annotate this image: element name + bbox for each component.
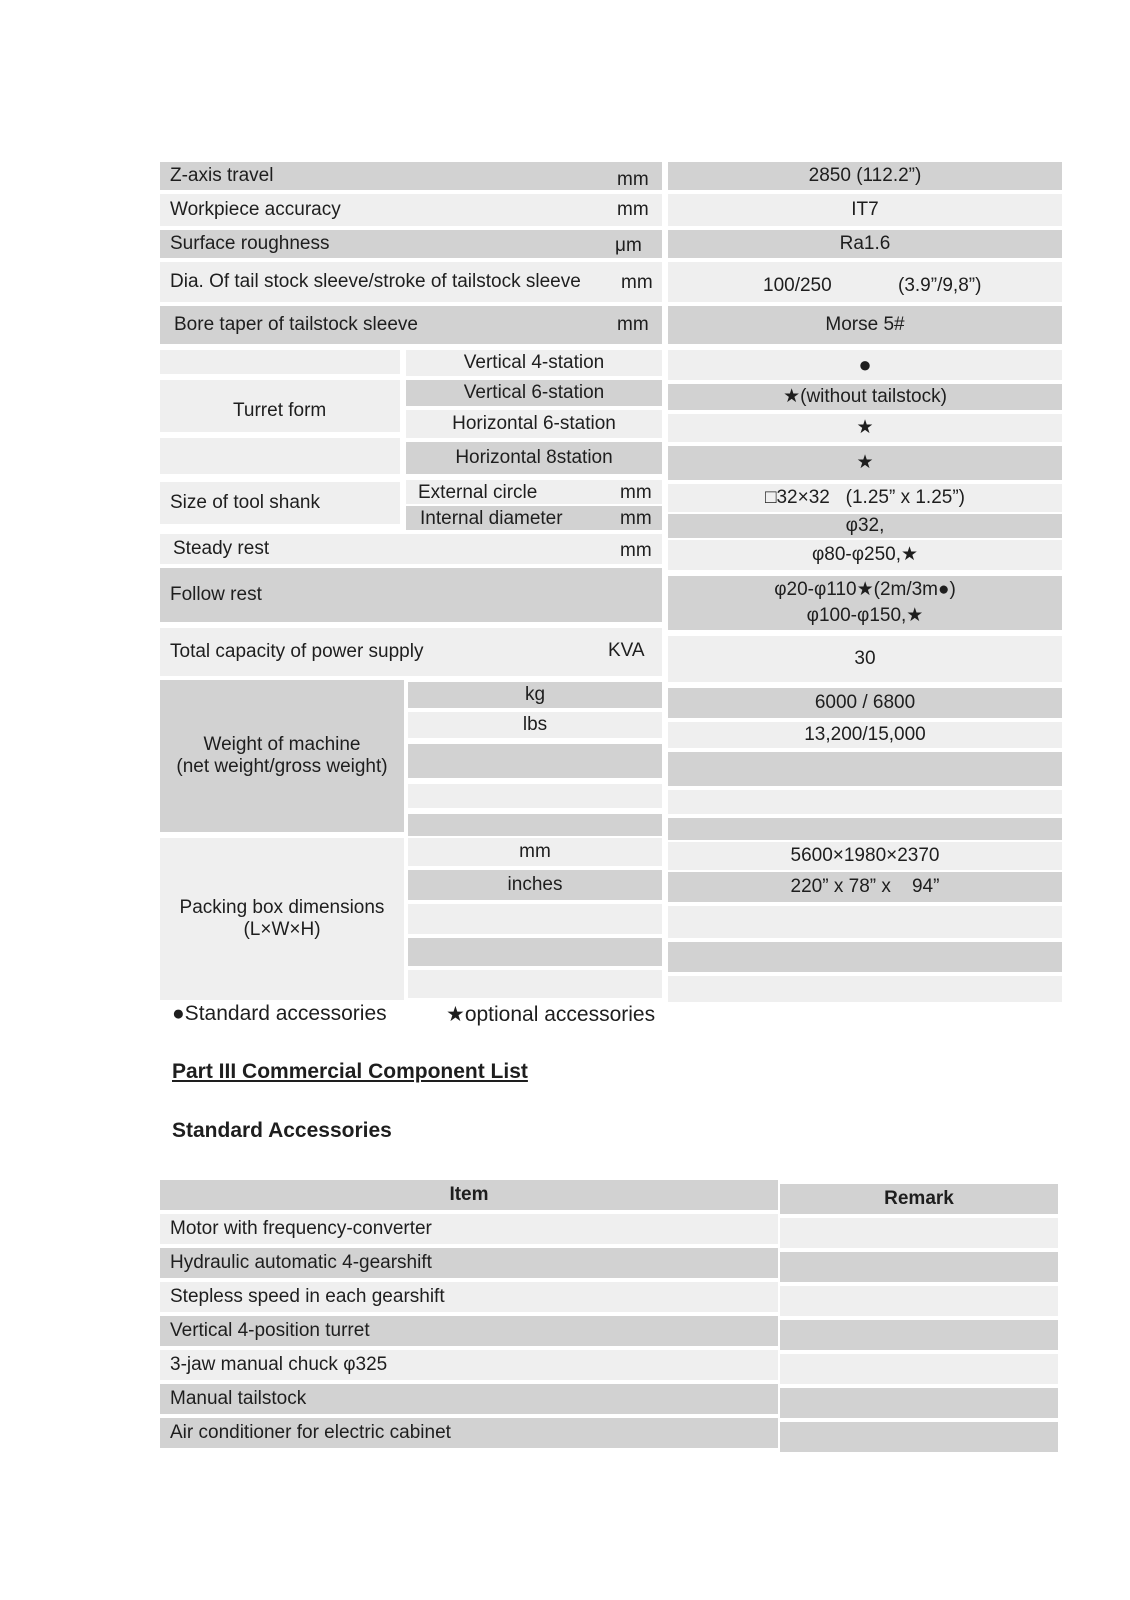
follow-rest-label-cell: [160, 568, 662, 622]
accessory-item: 3-jaw manual chuck φ325: [170, 1354, 388, 1376]
section-title: Part III Commercial Component List: [172, 1060, 528, 1083]
packing-value-in: 220” x 78” x 94”: [790, 876, 940, 898]
header-item-label: Item: [449, 1184, 489, 1206]
turret-value-2: [668, 414, 1062, 442]
tool-shank-int-value: φ32,: [845, 515, 885, 537]
packing-blank-2: [408, 938, 662, 966]
turret-option-3: [406, 442, 662, 474]
follow-rest-value-cell: [668, 576, 1062, 630]
weight-unit-kg: kg: [524, 684, 546, 706]
tailstock-label: Dia. Of tail stock sleeve/stroke of tailstock sleeve: [170, 271, 581, 293]
weight-unit-kg-cell: [408, 682, 662, 708]
weight-value-lbs: 13,200/15,000: [804, 724, 926, 746]
weight-value-kg: 6000 / 6800: [814, 692, 916, 714]
roughness-value-cell: [668, 230, 1062, 258]
weight-label-cell: [160, 680, 404, 832]
packing-blank-1: [408, 904, 662, 934]
table-row: [160, 1350, 778, 1380]
remark-cell: [780, 1218, 1058, 1248]
packing-value-mm-cell: [668, 842, 1062, 870]
tailstock-value-a: 100/250: [763, 275, 832, 296]
turret-option-name: Horizontal 8station: [455, 447, 613, 469]
table-row: [160, 1316, 778, 1346]
z-axis-value: 2850 (112.2”): [808, 165, 922, 187]
bore-taper-value: Morse 5#: [825, 314, 905, 336]
weight-blank-3: [408, 814, 662, 836]
tailstock-value-b: (3.9”/9,8”): [898, 275, 982, 296]
bore-taper-label-cell: [160, 306, 662, 344]
accuracy-label-cell: [160, 194, 662, 226]
power-label-cell: [160, 628, 662, 676]
table-row: [160, 1248, 778, 1278]
power-value-cell: [668, 636, 1062, 682]
packing-value-mm: 5600×1980×2370: [790, 845, 940, 867]
weight-value-lbs-cell: [668, 722, 1062, 748]
legend-optional: ★optional accessories: [446, 1003, 656, 1026]
accessory-item: Air conditioner for electric cabinet: [170, 1422, 451, 1444]
accuracy-value-cell: [668, 194, 1062, 226]
z-axis-label: Z-axis travel: [170, 165, 274, 187]
tool-shank-int-label: Internal diameter: [420, 508, 563, 529]
steady-rest-unit: mm: [620, 540, 652, 561]
accessory-item: Vertical 4-position turret: [170, 1320, 370, 1342]
remark-cell: [780, 1286, 1058, 1316]
turret-value-text: ★(without tailstock): [783, 386, 947, 408]
accessories-header-item: [160, 1180, 778, 1210]
packing-unit-mm-cell: [408, 838, 662, 866]
bore-taper-label: Bore taper of tailstock sleeve: [174, 314, 418, 336]
accessory-item: Motor with frequency-converter: [170, 1218, 432, 1240]
legend-standard: ●Standard accessories: [172, 1002, 387, 1025]
turret-value-1: [668, 384, 1062, 410]
turret-option-0: [406, 350, 662, 376]
turret-label-bg-1: [160, 350, 400, 374]
tool-shank-ext-value-cell: [668, 484, 1062, 512]
accuracy-value: IT7: [851, 199, 879, 221]
steady-rest-label: Steady rest: [173, 538, 270, 560]
packing-label-2: (L×W×H): [243, 919, 321, 940]
packing-unit-mm: mm: [519, 841, 551, 863]
tailstock-unit: mm: [621, 272, 653, 293]
follow-rest-label: Follow rest: [170, 584, 262, 606]
weight-value-kg-cell: [668, 688, 1062, 718]
remark-cell: [780, 1354, 1058, 1384]
weight-label-1: Weight of machine: [203, 734, 361, 756]
table-row: [160, 1282, 778, 1312]
z-axis-label-cell: [160, 162, 662, 190]
z-axis-value-cell: [668, 162, 1062, 190]
tool-shank-ext-unit: mm: [620, 482, 652, 503]
accessory-item: Manual tailstock: [170, 1388, 307, 1410]
turret-option-name: Vertical 4-station: [463, 352, 605, 374]
steady-rest-value-cell: [668, 540, 1062, 570]
table-row: [160, 1384, 778, 1414]
packing-unit-in: inches: [507, 874, 563, 896]
packing-value-blank-1: [668, 906, 1062, 938]
weight-blank-2: [408, 784, 662, 808]
tailstock-label-cell: [160, 262, 662, 302]
weight-value-blank-1: [668, 752, 1062, 786]
accessory-item: Stepless speed in each gearshift: [170, 1286, 445, 1308]
weight-unit-lbs: lbs: [522, 714, 548, 736]
table-row: [160, 1418, 778, 1448]
power-label: Total capacity of power supply: [170, 641, 424, 663]
turret-value-3: [668, 446, 1062, 480]
packing-value-in-cell: [668, 872, 1062, 902]
turret-option-name: Vertical 6-station: [463, 382, 605, 404]
power-unit: KVA: [608, 640, 645, 661]
accuracy-label: Workpiece accuracy: [170, 199, 341, 221]
optional-star-icon: ★: [856, 452, 874, 474]
weight-value-blank-3: [668, 818, 1062, 840]
turret-option-2: [406, 410, 662, 438]
turret-option-name: Horizontal 6-station: [452, 413, 616, 435]
tool-shank-label-cell: [160, 482, 400, 524]
accessory-item: Hydraulic automatic 4-gearshift: [170, 1252, 432, 1274]
weight-value-blank-2: [668, 790, 1062, 814]
remark-cell: [780, 1320, 1058, 1350]
follow-rest-value-2: φ100-φ150,★: [806, 605, 924, 626]
subsection-title: Standard Accessories: [172, 1119, 392, 1142]
weight-blank-1: [408, 744, 662, 778]
weight-label-2: (net weight/gross weight): [176, 756, 388, 777]
follow-rest-value-1: φ20-φ110★(2m/3m●): [774, 579, 956, 601]
turret-label-bg-3: [160, 438, 400, 474]
turret-option-1: [406, 380, 662, 406]
tool-shank-ext-value: □32×32 (1.25” x 1.25”): [764, 487, 965, 509]
remark-cell: [780, 1388, 1058, 1418]
standard-bullet-icon: ●: [858, 352, 872, 378]
remark-cell: [780, 1422, 1058, 1452]
tool-shank-int-unit: mm: [620, 508, 652, 529]
packing-value-blank-2: [668, 942, 1062, 972]
accessories-header-remark: [780, 1184, 1058, 1214]
steady-rest-label-cell: [160, 534, 662, 564]
weight-unit-lbs-cell: [408, 712, 662, 738]
roughness-label-cell: [160, 230, 662, 258]
bore-taper-unit: mm: [617, 314, 649, 335]
turret-value-0: [668, 350, 1062, 380]
header-remark-label: Remark: [884, 1188, 954, 1210]
tailstock-value-cell: [668, 262, 1062, 302]
tool-shank-label: Size of tool shank: [170, 492, 320, 514]
tool-shank-int-value-cell: [668, 514, 1062, 538]
packing-unit-in-cell: [408, 870, 662, 900]
roughness-value: Ra1.6: [839, 233, 891, 255]
power-value: 30: [854, 648, 876, 670]
accuracy-unit: mm: [617, 199, 649, 220]
steady-rest-value: φ80-φ250,★: [811, 544, 919, 566]
z-axis-unit: mm: [617, 169, 649, 190]
packing-label-1: Packing box dimensions: [179, 897, 385, 919]
remark-cell: [780, 1252, 1058, 1282]
packing-blank-3: [408, 970, 662, 998]
packing-label-cell: [160, 838, 404, 1000]
bore-taper-value-cell: [668, 306, 1062, 344]
table-row: [160, 1214, 778, 1244]
optional-star-icon: ★: [856, 417, 874, 439]
turret-label: Turret form: [233, 400, 327, 421]
roughness-label: Surface roughness: [170, 233, 330, 255]
packing-value-blank-3: [668, 976, 1062, 1002]
roughness-unit: μm: [615, 235, 642, 256]
tool-shank-ext-label: External circle: [418, 482, 538, 503]
